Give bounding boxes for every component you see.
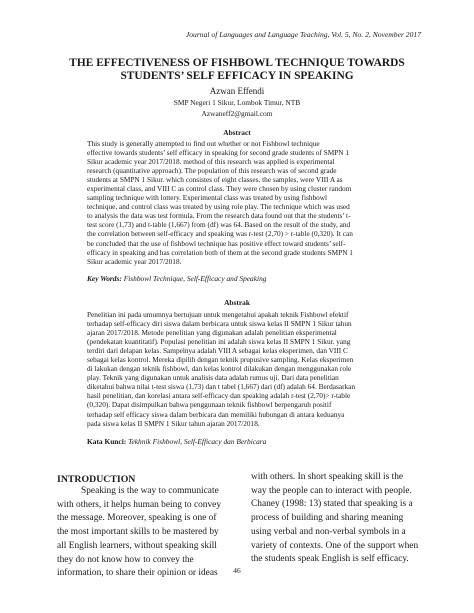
affiliation-text: SMP Negeri 1 Sikur, Lombok Timur, NTB xyxy=(173,98,301,107)
text-line: Sikur academic year 2017/2018. xyxy=(87,256,182,266)
text-line: efficacy in speaking and has correlation both of them at the second grade students SMPN 1 xyxy=(87,247,353,257)
text-line: terdiri dari delapan kelas. Sampelnya adalah VIII A sebagai kelas eksperimen, dan VIII C xyxy=(87,346,348,356)
text-line: the message. Moreover, speaking is one of xyxy=(57,513,217,524)
text-line: way the people can to interact with people. xyxy=(251,485,412,496)
introduction-heading: INTRODUCTION xyxy=(57,474,136,485)
text-line: the correlation between self-efficacy and speaking was r-test (2,70) > r-table (0,320). It can xyxy=(87,229,353,239)
text-line: sebagai kelas kontrol. Mereka dipilih dengan teknik prupusive sampling. Kelas eksperimen xyxy=(87,355,354,365)
text-line: be concluded that the use of fishbowl technique has positive effect toward students’ self- xyxy=(87,238,346,248)
text-line: terhadap self efficacy siswa dalam berbicara dan memiliki hubungan di antara keduanya xyxy=(87,409,345,419)
kata-kunci-label: Kata Kunci: xyxy=(87,437,127,446)
text-line: This study is generally attempted to find out whether or not Fishbowl technique xyxy=(87,139,320,148)
keywords-text: Fishbowl Technique, Self-Efficacy and Speaking xyxy=(121,274,267,283)
text-line: research (quantitative approach). The population of this research was of second grade xyxy=(87,166,337,176)
text-line: to analysis the data was test formula. From the research data found out that the students’ t- xyxy=(87,211,351,221)
author-email: Azwaneff2@gmail.com xyxy=(201,109,273,118)
text-line: the students speak English is self efficacy. xyxy=(251,554,409,565)
kata-kunci-text: Tekhnik Fishbowl, Self-Efficacy dan Berbicara xyxy=(126,437,267,446)
keywords-indonesian xyxy=(87,437,266,446)
text-line: they do not know how to convey the xyxy=(57,554,194,565)
text-line: sampling technique with lottery. Experimental class was treated by using fishbowl xyxy=(87,193,328,203)
text-line: using verbal and non-verbal symbols in a xyxy=(251,526,406,537)
author-name: Azwan Effendi xyxy=(209,86,265,96)
intro-right-column xyxy=(251,471,418,567)
text-line: test score (1,73) and t-table (1,667) from (df) was 64. Based on the result of the study, and xyxy=(87,220,351,230)
abstract-english xyxy=(87,139,389,266)
author-affiliation xyxy=(0,97,474,119)
text-line: the most important skills to be mastered by xyxy=(57,527,219,538)
text-line: variety of contexts. One of the support when xyxy=(251,540,419,551)
text-line: ajaran 2017/2018. Metode penelitian yang digunakan adalah penelitian eksperimental xyxy=(87,328,337,338)
text-line: Penelitian ini pada umumnya bertujuan untuk mengetahui apakah teknik Fishbowl efektif xyxy=(87,310,349,319)
abstract-heading: Abstract xyxy=(223,128,251,137)
text-line: students at SMPN 1 Sikur. which consistes of eight classes. the samples, were VIII A as xyxy=(87,175,343,185)
text-line: terhadap self-efficacy diri siswa dalam berbicara untuk siswa kelas II SMPN 1 Sikur tahun xyxy=(87,319,352,329)
text-line: di lakukan dengan teknik fishbowl, dan kelas kontrol dilakukan dengan menggunakan role xyxy=(87,364,352,374)
abstract-indonesian xyxy=(87,310,389,428)
text-line: information, to share their opinion or ideas xyxy=(57,568,218,579)
paper-title xyxy=(45,57,429,82)
title-line: STUDENTS’ SELF EFFICACY IN SPEAKING xyxy=(120,69,354,82)
text-line: process of building and sharing meaning xyxy=(251,513,404,524)
text-line: with others, it helps human being to convey xyxy=(57,499,222,510)
text-line: (pendekatan kuantitatif). Populasi penelitian ini adalah siswa kelas II SMPN 1 Sikur. yang xyxy=(87,337,351,347)
text-line: Speaking is the way to communicate xyxy=(81,486,219,496)
text-line: all English learners, without speaking skill xyxy=(57,540,217,551)
keywords-english xyxy=(87,274,266,283)
text-line: with others. In short speaking skill is the xyxy=(251,472,404,482)
text-line: diketahui bahwa nilai t-test siswa (1,73) dan t tabel (1,667) dari (df) adalah 64. Berdasarkan xyxy=(87,382,356,392)
text-line: effective towards students’ self efficacy in speaking for second grade students of SMPN 1 xyxy=(87,148,350,158)
text-line: pada siswa kelas II SMPN 1 Sikur tahun ajaran 2017/2018. xyxy=(87,418,260,428)
page-number: 46 xyxy=(233,566,241,575)
text-line: play. Teknik yang digunakan untuk analisis data adalah rumus uji. Dari data penelitian xyxy=(87,373,339,383)
text-line: Sikur academic year 2017/2018. method of this research was applied is experimental xyxy=(87,157,335,167)
text-line: hasil penelitian, dan korelasi antara self-efficacy dan speaking adalah r-test (2,70)> r-table xyxy=(87,391,351,401)
journal-header: Journal of Languages and Language Teaching, Vol. 5, No. 2, November 2017 xyxy=(185,30,421,39)
title-line: THE EFFECTIVENESS OF FISHBOWL TECHNIQUE TOWARDS xyxy=(69,57,405,69)
abstrak-heading: Abstrak xyxy=(224,298,250,307)
keywords-label: Key Words: xyxy=(87,274,122,283)
text-line: experimental class, and VIII C as control class. They were chosen by using cluster random xyxy=(87,184,352,194)
text-line: Chaney (1998: 13) stated that speaking is a xyxy=(251,499,413,510)
text-line: technique, and control class was treated by using role play. The technique which was used xyxy=(87,202,350,212)
text-line: (0,320). Dapat disimpulkan bahwa penggunaan teknik fishbowl berpengaruh positif xyxy=(87,400,332,410)
